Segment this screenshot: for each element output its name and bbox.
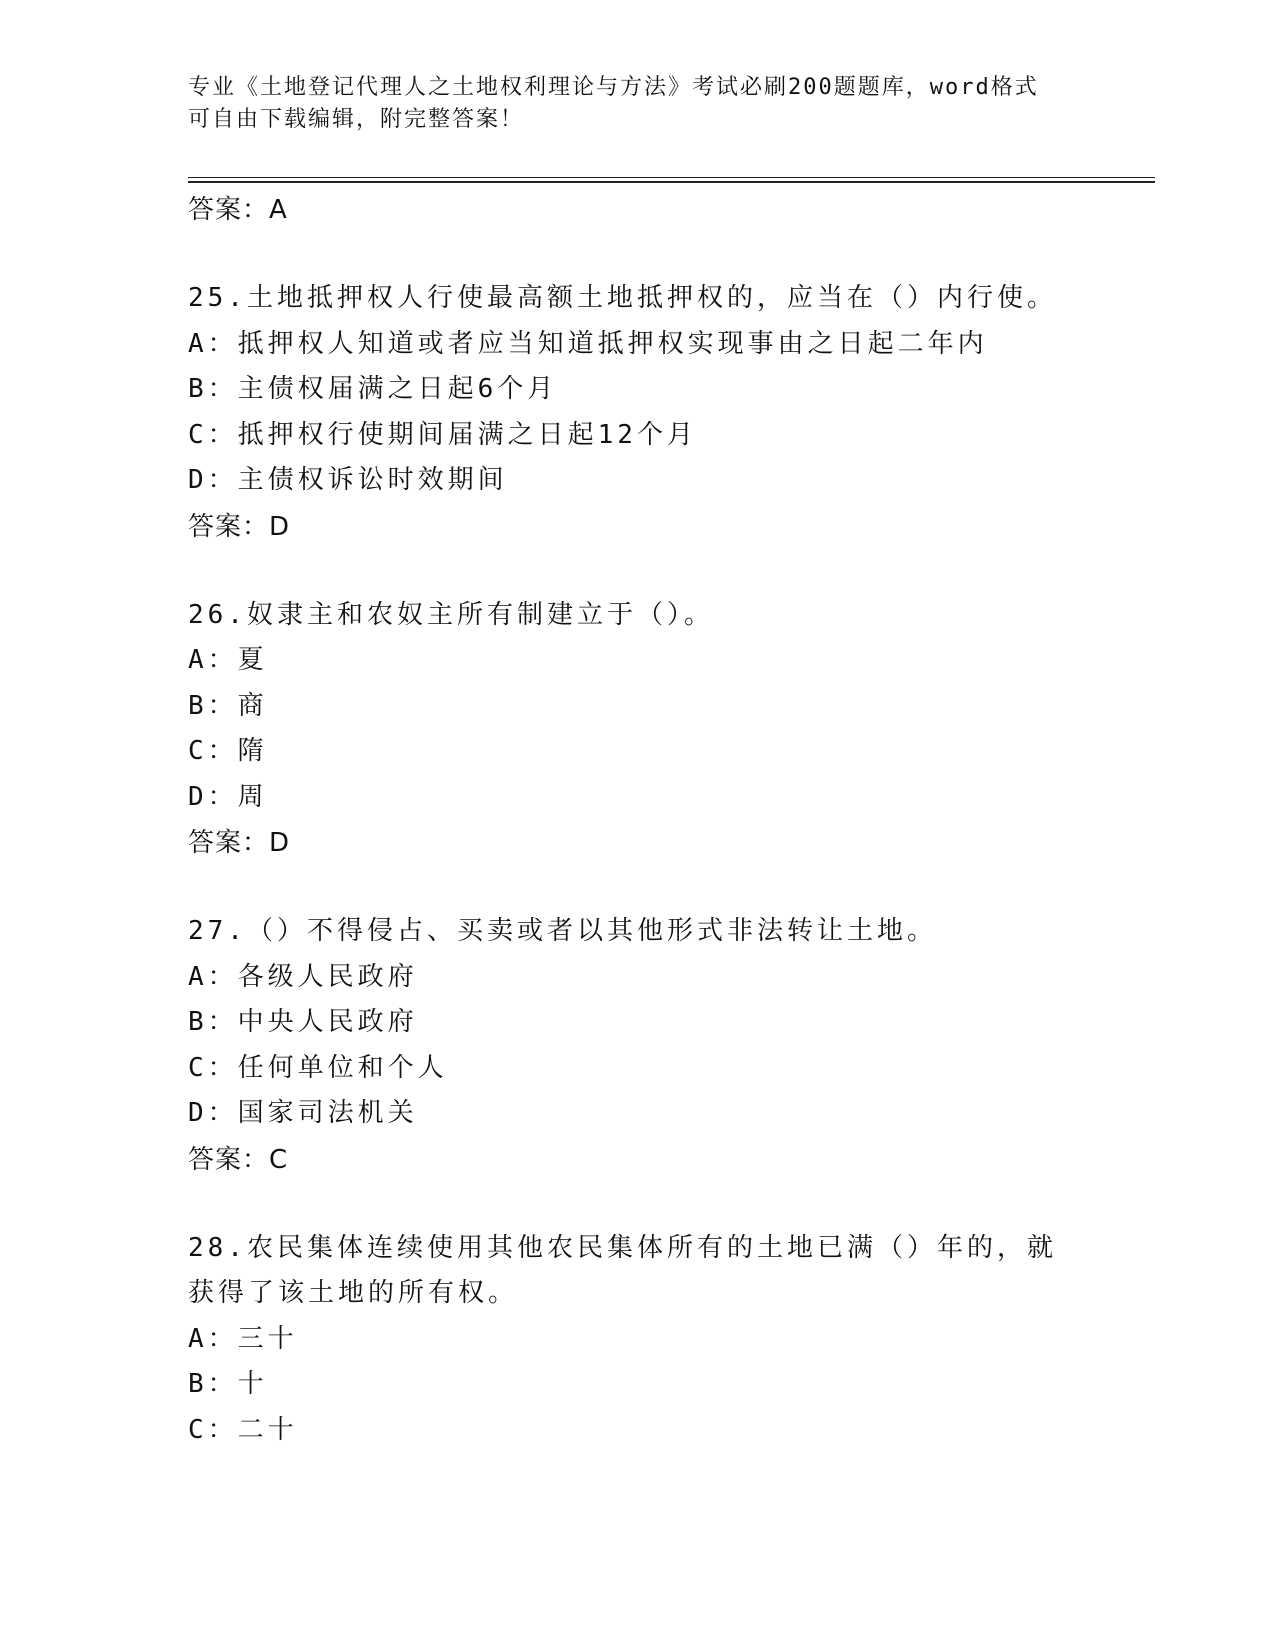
- question-answer: 答案：D: [188, 511, 291, 542]
- option-c: C：二十: [188, 1414, 298, 1445]
- question-stem: 28.农民集体连续使用其他农民集体所有的土地已满（）年的，就获得了该土地的所有权。: [188, 1232, 1057, 1308]
- question-answer: 答案：C: [188, 1144, 289, 1175]
- question-26: [188, 593, 1088, 867]
- option-b: B：商: [188, 690, 268, 721]
- option-a: A：各级人民政府: [188, 961, 418, 992]
- option-d: D：国家司法机关: [188, 1098, 418, 1128]
- option-a: A：抵押权人知道或者应当知道抵押权实现事由之日起二年内: [188, 328, 988, 359]
- option-d: D：周: [188, 781, 268, 812]
- header-line-2: 可自由下载编辑，附完整答案！: [188, 107, 525, 132]
- question-25: [188, 276, 1088, 550]
- option-c: C：任何单位和个人: [188, 1052, 448, 1083]
- question-28: [188, 1226, 1088, 1454]
- document-body: [188, 187, 1088, 1453]
- option-a: A：三十: [188, 1323, 298, 1354]
- option-c: C：抵押权行使期间届满之日起12个月: [188, 419, 697, 450]
- question-stem: 25.土地抵押权人行使最高额土地抵押权的，应当在（）内行使。: [188, 283, 1057, 313]
- question-27: [188, 909, 1088, 1183]
- header-line-1: 专业《土地登记代理人之土地权利理论与方法》考试必刷200题题库，word格式: [188, 75, 1039, 100]
- option-c: C：隋: [188, 736, 268, 766]
- header-divider-thick: [188, 181, 1155, 183]
- previous-answer: 答案：A: [188, 195, 288, 225]
- header-divider-thin: [188, 177, 1155, 178]
- option-b: B：十: [188, 1369, 268, 1399]
- option-b: B：中央人民政府: [188, 1007, 418, 1037]
- option-a: A：夏: [188, 645, 268, 675]
- option-b: B：主债权届满之日起6个月: [188, 374, 558, 404]
- question-stem: 26.奴隶主和农奴主所有制建立于（）。: [188, 599, 714, 630]
- question-stem: 27.（）不得侵占、买卖或者以其他形式非法转让土地。: [188, 916, 937, 946]
- document-header: [188, 72, 1068, 136]
- question-answer: 答案：D: [188, 828, 291, 858]
- option-d: D：主债权诉讼时效期间: [188, 465, 508, 495]
